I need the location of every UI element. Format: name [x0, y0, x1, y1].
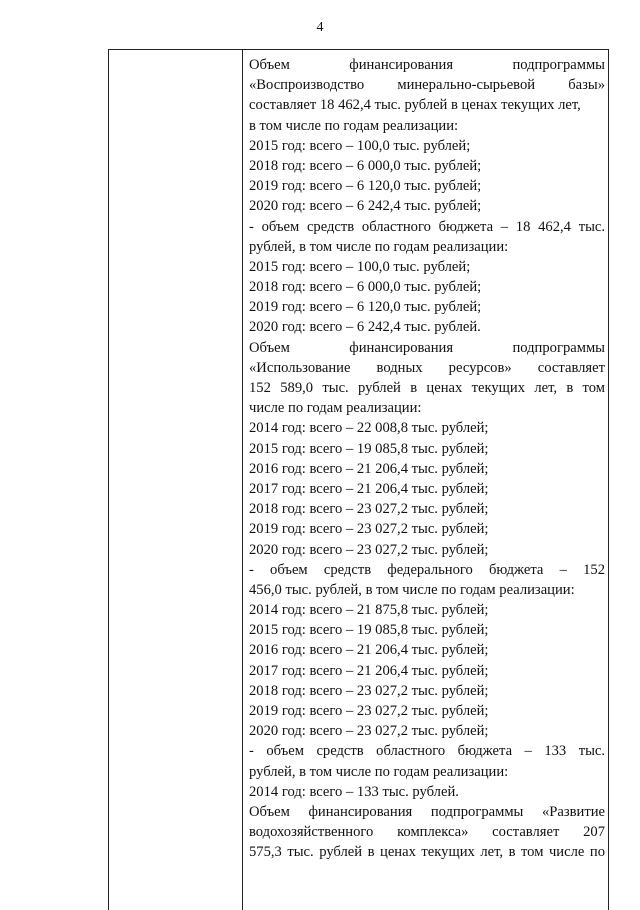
text-line: 2015 год: всего – 19 085,8 тыс. рублей; — [249, 440, 489, 457]
text-line: 2017 год: всего – 21 206,4 тыс. рублей; — [249, 480, 489, 497]
text-line: Объем финансирования подпрограммы — [249, 57, 605, 73]
text-line: - объем средств федерального бюджета – 152 — [249, 561, 605, 578]
text-line: в том числе по годам реализации: — [249, 117, 459, 134]
text-line: числе по годам реализации: — [249, 400, 422, 417]
text-line: Объем финансирования подпрограммы — [249, 339, 605, 356]
text-line: 2020 год: всего – 23 027,2 тыс. рублей; — [249, 723, 489, 740]
text-line: 2015 год: всего – 19 085,8 тыс. рублей; — [249, 622, 489, 639]
text-line: 2016 год: всего – 21 206,4 тыс. рублей; — [249, 642, 489, 659]
text-line: 2014 год: всего – 21 875,8 тыс. рублей; — [249, 602, 489, 619]
text-line: 2016 год: всего – 21 206,4 тыс. рублей; — [249, 460, 489, 477]
text-line: 575,3 тыс. рублей в ценах текущих лет, в том числе по — [249, 844, 605, 861]
text-line: водохозяйственного комплекса» составляет 207 — [249, 824, 605, 841]
text-line: 2015 год: всего – 100,0 тыс. рублей; — [249, 258, 471, 275]
text-line: 2017 год: всего – 21 206,4 тыс. рублей; — [249, 662, 489, 679]
text-line: составляет 18 462,4 тыс. рублей в ценах текущих лет, — [249, 97, 581, 114]
text-line: - объем средств областного бюджета – 18 462,4 тыс. — [249, 218, 605, 235]
text-line: 2014 год: всего – 22 008,8 тыс. рублей; — [249, 420, 489, 437]
table-cell-text — [249, 55, 605, 863]
text-line: 2018 год: всего – 23 027,2 тыс. рублей; — [249, 501, 489, 518]
text-line: 2019 год: всего – 23 027,2 тыс. рублей; — [249, 521, 489, 538]
text-line: 2018 год: всего – 23 027,2 тыс. рублей; — [249, 682, 489, 699]
text-line: 152 589,0 тыс. рублей в ценах текущих лет, в том — [249, 380, 605, 396]
text-line: «Воспроизводство минерально-сырьевой базы» — [249, 77, 605, 94]
text-line: 2020 год: всего – 6 242,4 тыс. рублей; — [249, 198, 482, 215]
page-number: 4 — [316, 20, 324, 35]
text-line: рублей, в том числе по годам реализации: — [249, 763, 509, 780]
text-line: 2018 год: всего – 6 000,0 тыс. рублей; — [249, 157, 482, 174]
text-line: 2020 год: всего – 6 242,4 тыс. рублей. — [249, 319, 481, 336]
text-line: «Использование водных ресурсов» составляет — [249, 359, 605, 376]
text-line: 2015 год: всего – 100,0 тыс. рублей; — [249, 137, 471, 154]
text-line: 2018 год: всего – 6 000,0 тыс. рублей; — [249, 279, 482, 296]
text-line: 2020 год: всего – 23 027,2 тыс. рублей; — [249, 541, 489, 558]
text-line: 2014 год: всего – 133 тыс. рублей. — [249, 783, 459, 800]
text-line: Объем финансирования подпрограммы «Развитие — [249, 803, 605, 820]
text-line: 2019 год: всего – 6 120,0 тыс. рублей; — [249, 299, 482, 316]
column-divider — [242, 50, 243, 910]
document-table — [108, 49, 609, 910]
text-line: - объем средств областного бюджета – 133 тыс. — [249, 743, 605, 760]
text-line: 2019 год: всего – 23 027,2 тыс. рублей; — [249, 703, 489, 719]
text-line: 2019 год: всего – 6 120,0 тыс. рублей; — [249, 178, 482, 195]
text-line: рублей, в том числе по годам реализации: — [249, 238, 509, 255]
text-line: 456,0 тыс. рублей, в том числе по годам реализации: — [249, 581, 575, 598]
